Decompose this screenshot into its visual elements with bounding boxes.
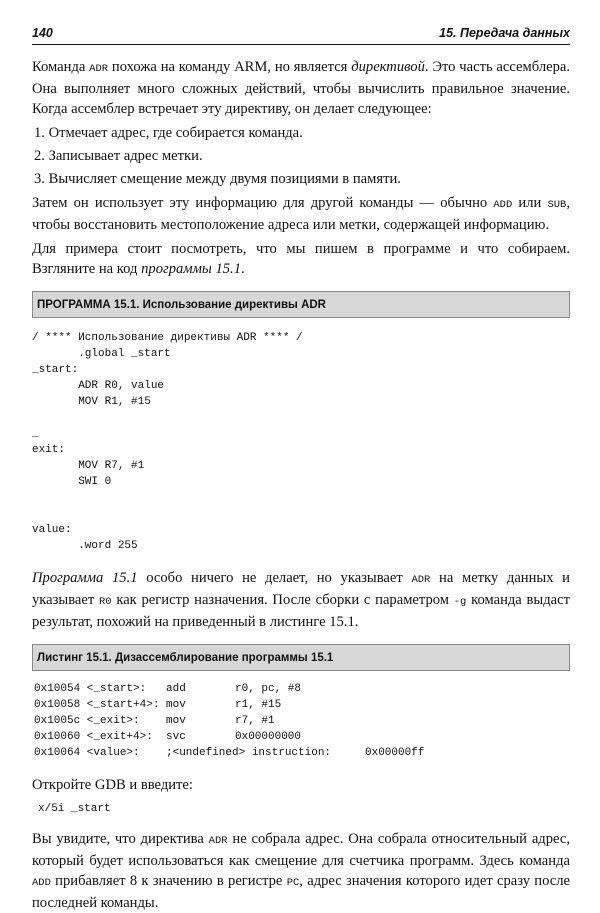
gdb-command: x/5i _start — [38, 803, 111, 815]
listing-opcode: mov — [166, 699, 186, 711]
listing-address: 0x10054 <_start>: — [34, 683, 147, 695]
table-row — [32, 729, 570, 745]
steps-list — [32, 123, 570, 189]
chapter-title: 15. Передача данных — [439, 26, 570, 40]
program-code: / **** Использование директивы ADR **** / .global _start _start: ADR R0, value MOV R1, #15 _ exit: MOV R7, #1 SWI 0 value: .word 255 — [32, 332, 303, 552]
listing-args: r1, #15 — [235, 699, 282, 711]
list-item: 2. Записывает адрес метки. — [34, 148, 203, 164]
listing-address: 0x1005c <_exit>: — [34, 715, 140, 727]
listing-args: r7, #1 — [235, 715, 275, 727]
list-item: 3. Вычисляет смещение между двумя позициями в памяти. — [34, 171, 401, 187]
listing-opcode: ;<undefined> instruction: — [166, 747, 332, 759]
listing-table — [32, 681, 570, 761]
paragraph-example: Для примера стоит посмотреть, что мы пишем в программе и что собираем. Взгляните на код программы 15.1. — [32, 241, 570, 277]
paragraph-program-description: Программа 15.1 особо ничего не делает, но указывает ADR на метку данных и указывает R0 как регистр назначения. После сборки с параметром -g команда выдаст результат, похожий на приведенный в листинге 15.1. — [32, 570, 570, 630]
listing-address: 0x10060 <_exit+4>: — [34, 731, 153, 743]
paragraph-add-sub: Затем он использует эту информацию для другой команды — обычно ADD или SUB, чтобы восстановить местоположение адреса или метки, содержащей информацию. — [32, 195, 571, 233]
listing-args: 0x00000000 — [235, 731, 302, 743]
program-title: ПРОГРАММА 15.1. Использование директивы ADR — [32, 291, 570, 318]
table-row — [32, 745, 570, 761]
listing-opcode: add — [166, 683, 186, 695]
listing-address: 0x10058 <_start+4>: — [34, 699, 160, 711]
table-row — [32, 697, 570, 713]
listing-args: r0, pc, #8 — [235, 683, 302, 695]
listing-title: Листинг 15.1. Дизассемблирование программы 15.1 — [32, 644, 570, 671]
page-number: 140 — [32, 26, 53, 40]
listing-opcode: mov — [166, 715, 186, 727]
running-header — [32, 26, 570, 45]
listing-extra: 0x00000ff — [365, 747, 425, 759]
listing-opcode: svc — [166, 731, 186, 743]
paragraph-open-gdb: Откройте GDB и введите: — [32, 777, 193, 793]
table-row — [32, 713, 570, 729]
table-row — [32, 681, 570, 697]
paragraph-adr-intro: Команда ADR похожа на команду ARM, но является директивой. Это часть ассемблера. Она выполняет много сложных действий, чтобы вычислить правильное значение. Когда ассемблер встречает эту директиву, он делает следующее: — [32, 59, 571, 117]
paragraph-conclusion: Вы увидите, что директива ADR не собрала адрес. Она собрала относительный адрес, который будет использоваться как смещение для счетчика программ. Здесь команда ADD прибавляет 8 к значению в регистре PC, адрес значения которого идет сразу после последней команды. — [32, 831, 570, 911]
list-item: 1. Отмечает адрес, где собирается команда. — [34, 125, 303, 141]
listing-address: 0x10064 <value>: — [34, 747, 140, 759]
